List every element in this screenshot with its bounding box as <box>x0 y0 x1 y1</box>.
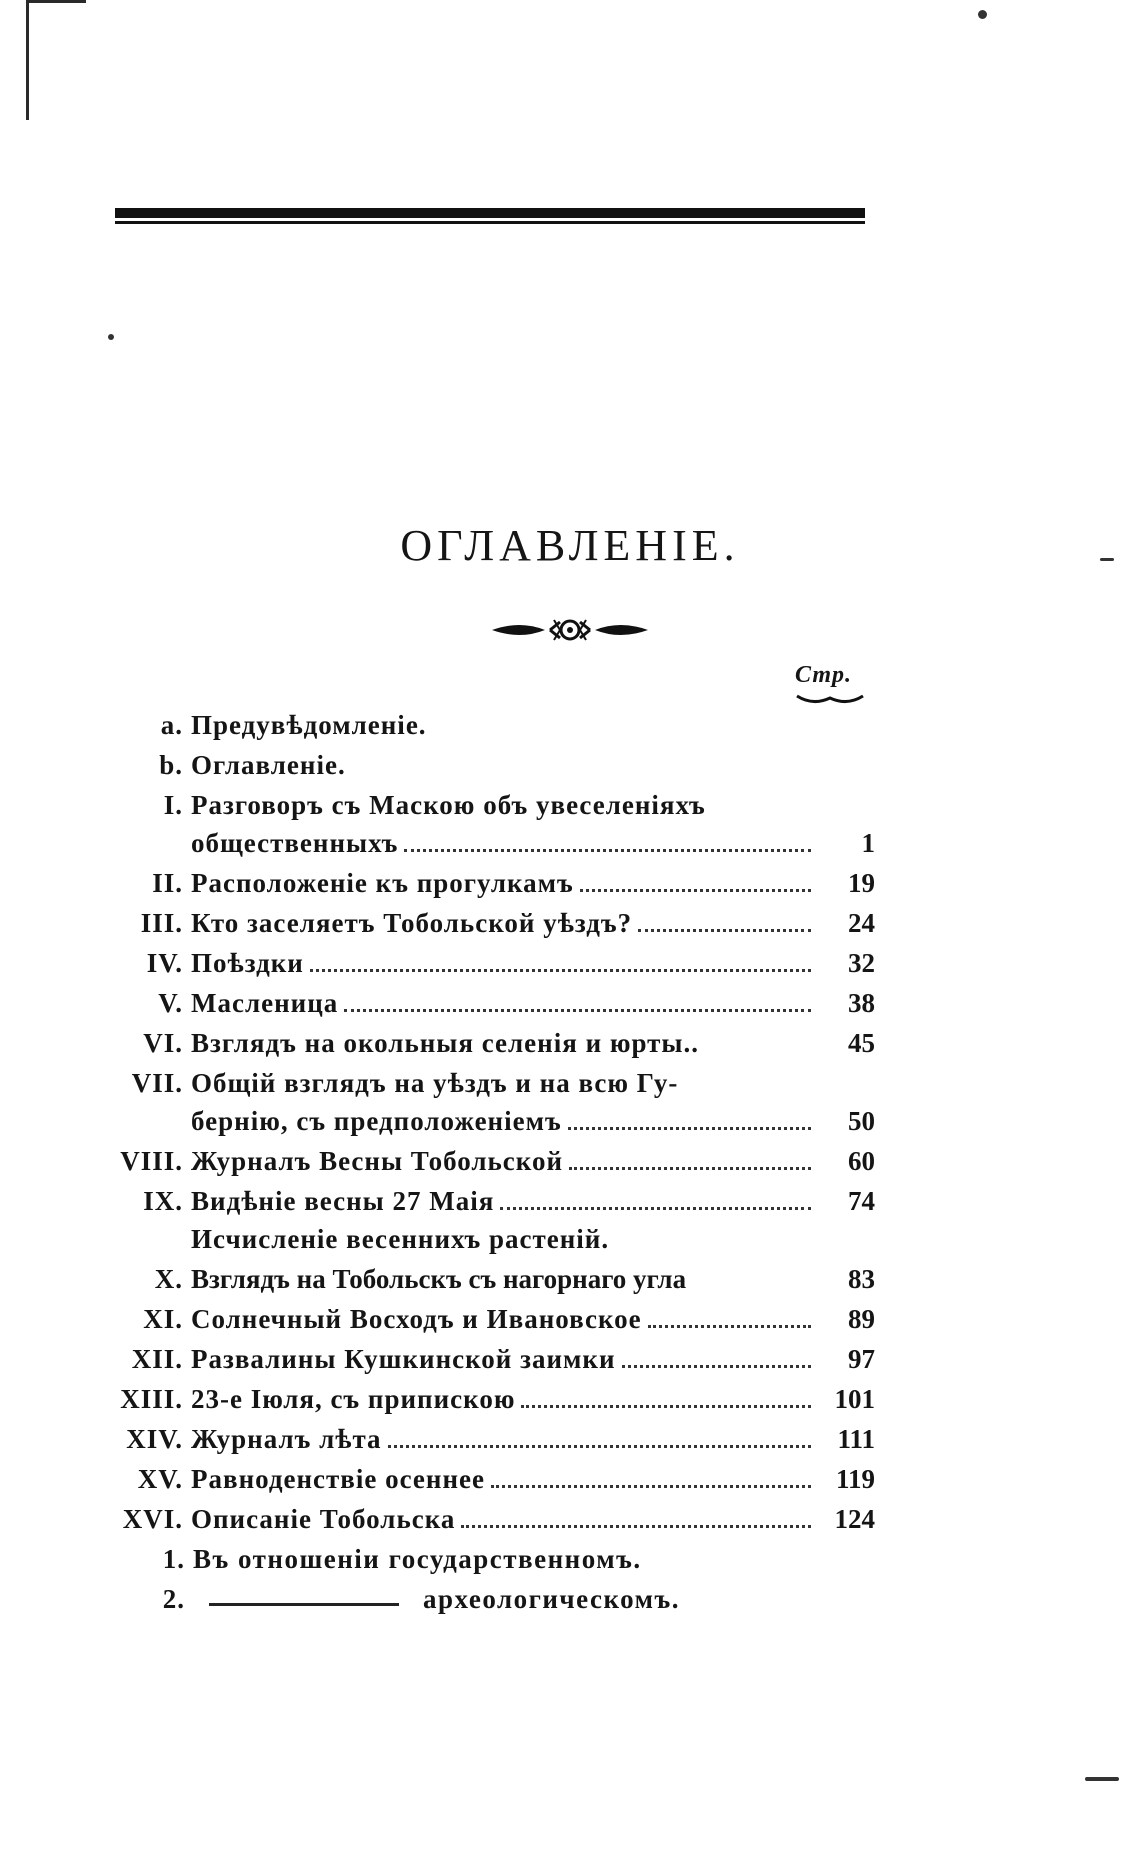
toc-title: Общій взглядъ на уѣздъ и на всю Гу- <box>191 1068 679 1098</box>
toc-row <box>95 1059 875 1099</box>
toc-page: 119 <box>835 1464 875 1494</box>
leader-dots <box>461 1525 811 1528</box>
toc-page: 74 <box>848 1186 875 1216</box>
toc-page: 83 <box>848 1264 875 1294</box>
toc-number: III. <box>140 908 183 938</box>
leader-dots <box>638 929 811 932</box>
header-rule <box>115 208 865 218</box>
toc-row-continuation <box>95 1099 875 1137</box>
scan-speck <box>978 10 987 19</box>
ditto-dash <box>209 1603 399 1606</box>
table-of-contents <box>95 701 875 1615</box>
toc-row <box>95 1255 875 1295</box>
toc-title: 23-е Іюля, съ припискою <box>191 1384 516 1414</box>
toc-page: 32 <box>848 948 875 978</box>
toc-row <box>95 979 875 1019</box>
leader-dots <box>404 849 811 852</box>
toc-row <box>95 1137 875 1177</box>
toc-number: I. <box>163 790 183 820</box>
toc-page: 19 <box>848 868 875 898</box>
scan-speck <box>1085 1777 1119 1781</box>
toc-page: 24 <box>848 908 875 938</box>
toc-number: VI. <box>143 1028 183 1058</box>
toc-title: Поѣздки <box>191 948 304 978</box>
toc-number: VII. <box>131 1068 183 1098</box>
toc-title: Масленица <box>191 988 339 1018</box>
leader-dots <box>569 1167 811 1170</box>
toc-number: XI. <box>143 1304 183 1334</box>
toc-title: Солнечный Восходъ и Ивановское <box>191 1304 642 1334</box>
header-rule-thin <box>115 221 865 224</box>
leader-dots <box>491 1485 811 1488</box>
toc-title: Взглядъ на Тобольскъ съ нагорнаго угла <box>191 1264 687 1294</box>
toc-title: Журналъ лѣта <box>191 1424 382 1454</box>
toc-title: Равноденствіе осеннее <box>191 1464 485 1494</box>
toc-row <box>95 859 875 899</box>
toc-row-continuation <box>95 821 875 859</box>
toc-number: II. <box>152 868 183 898</box>
toc-row <box>95 1495 875 1535</box>
leader-dots <box>344 1009 811 1012</box>
toc-row <box>95 1455 875 1495</box>
toc-number: IV. <box>146 948 183 978</box>
toc-title: Взглядъ на окольныя селенія и юрты.. <box>191 1028 700 1058</box>
toc-number: XIII. <box>120 1384 183 1414</box>
toc-title: Видѣніе весны 27 Маія <box>191 1186 495 1216</box>
toc-number: V. <box>158 988 183 1018</box>
toc-title: бернію, съ предположеніемъ <box>191 1106 562 1136</box>
toc-row-continuation <box>95 1217 875 1255</box>
toc-number: b. <box>159 750 183 780</box>
toc-row <box>95 899 875 939</box>
toc-number: XVI. <box>122 1504 183 1534</box>
toc-page: 124 <box>834 1504 875 1534</box>
toc-page: 97 <box>848 1344 875 1374</box>
toc-title: Предувѣдомленіе. <box>191 710 427 740</box>
toc-page: 111 <box>837 1424 875 1454</box>
page-title: ОГЛАВЛЕНІЕ. <box>400 521 740 570</box>
toc-title: Оглавленіе. <box>191 750 346 780</box>
toc-page: 38 <box>848 988 875 1018</box>
toc-title: Разговоръ съ Маскою объ увеселеніяхъ <box>191 790 706 820</box>
scan-edge <box>26 0 86 3</box>
toc-number: 2. <box>162 1584 185 1614</box>
leader-dots <box>580 889 811 892</box>
toc-number: X. <box>154 1264 183 1294</box>
toc-row <box>95 781 875 821</box>
toc-number: XV. <box>137 1464 183 1494</box>
toc-page: 60 <box>848 1146 875 1176</box>
scan-speck <box>108 334 114 340</box>
leader-dots <box>568 1127 811 1130</box>
leader-dots <box>310 969 811 972</box>
toc-number: VIII. <box>120 1146 183 1176</box>
leader-dots <box>648 1325 811 1328</box>
toc-row <box>95 939 875 979</box>
toc-title: Развалины Кушкинской заимки <box>191 1344 616 1374</box>
leader-dots <box>521 1405 811 1408</box>
scan-edge <box>26 0 29 120</box>
toc-page: 101 <box>834 1384 875 1414</box>
toc-page: 45 <box>848 1028 875 1058</box>
toc-number: 1. <box>162 1544 185 1574</box>
leader-dots <box>388 1445 811 1448</box>
toc-title: Въ отношеніи государственномъ. <box>193 1544 642 1574</box>
toc-row <box>95 1415 875 1455</box>
toc-subrow <box>95 1575 875 1615</box>
toc-number: XIV. <box>126 1424 183 1454</box>
toc-subrow <box>95 1535 875 1575</box>
toc-row <box>95 701 875 741</box>
toc-number: a. <box>160 710 183 740</box>
toc-row <box>95 1019 875 1059</box>
toc-page: 50 <box>848 1106 875 1136</box>
toc-row <box>95 1375 875 1415</box>
toc-title: Исчисленіе весеннихъ растеній. <box>191 1224 610 1254</box>
toc-number: IX. <box>143 1186 183 1216</box>
toc-row <box>95 1295 875 1335</box>
toc-title: Кто заселяетъ Тобольской уѣздъ? <box>191 908 633 938</box>
toc-title: Описаніе Тобольска <box>191 1504 456 1534</box>
toc-page: 89 <box>848 1304 875 1334</box>
toc-row <box>95 1177 875 1217</box>
leader-dots <box>622 1365 811 1368</box>
toc-title: археологическомъ. <box>423 1584 681 1614</box>
page-column-header: Стр. <box>795 662 853 688</box>
toc-title: Журналъ Весны Тобольской <box>191 1146 564 1176</box>
toc-number: XII. <box>131 1344 183 1374</box>
toc-title: общественныхъ <box>191 828 399 858</box>
toc-page: 1 <box>861 828 875 858</box>
toc-title: Расположеніе къ прогулкамъ <box>191 868 574 898</box>
title-ornament <box>0 610 1140 650</box>
leader-dots <box>500 1207 811 1210</box>
toc-row <box>95 1335 875 1375</box>
toc-row <box>95 741 875 781</box>
